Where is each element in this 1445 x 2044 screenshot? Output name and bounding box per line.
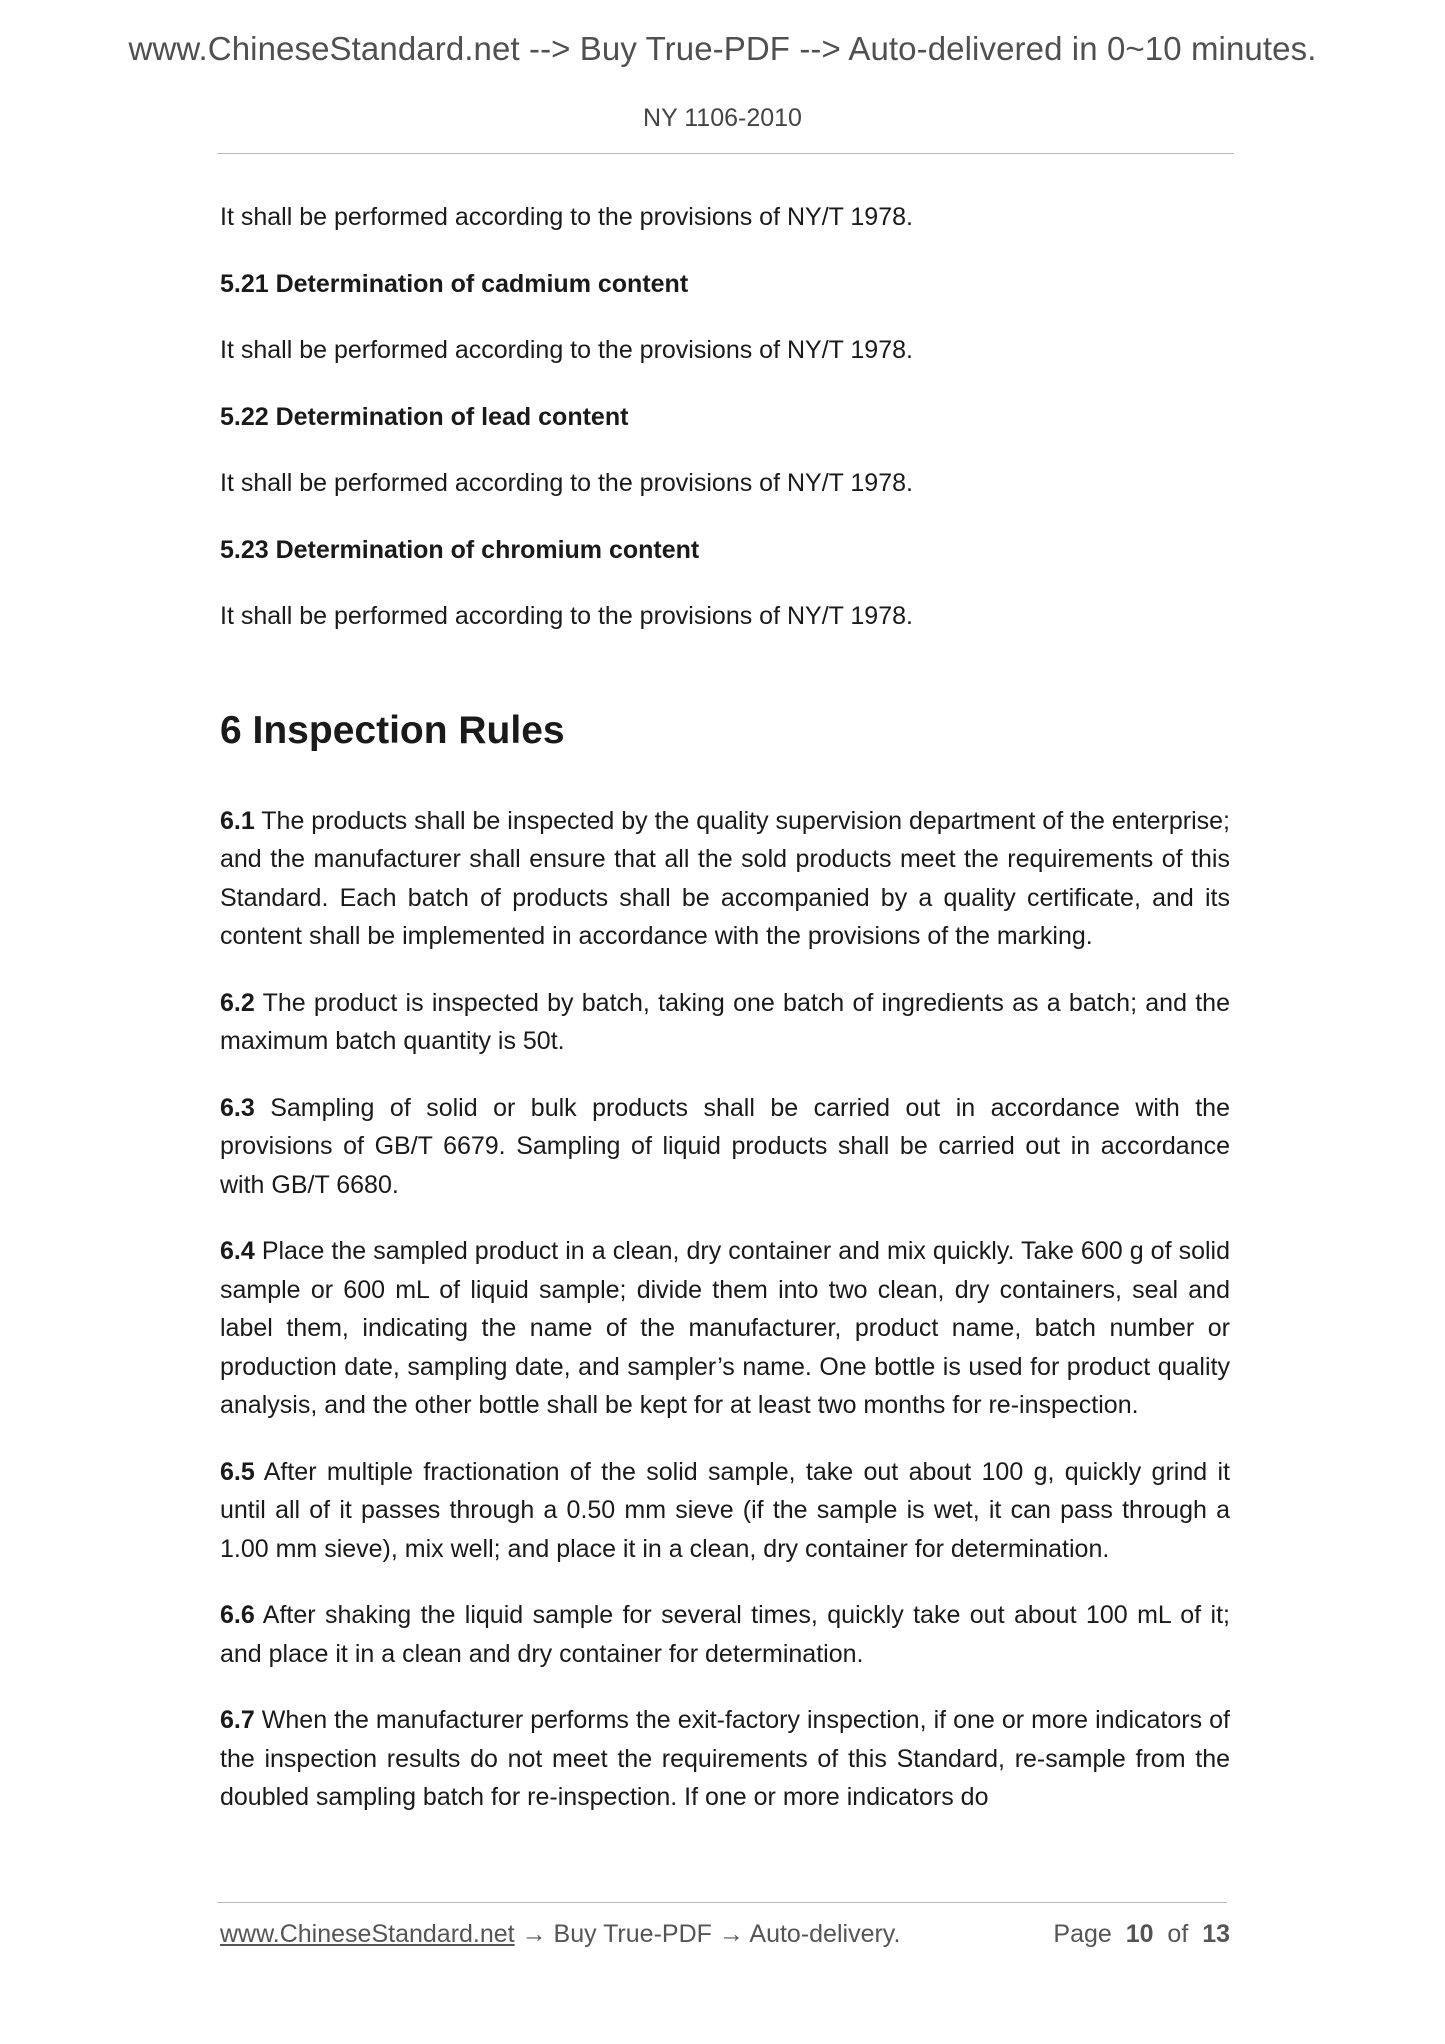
clause-6-7 bbox=[220, 1701, 1230, 1817]
clause-6-3 bbox=[220, 1089, 1230, 1205]
top-banner: www.ChineseStandard.net --> Buy True-PDF --> Auto-delivered in 0~10 minutes. bbox=[128, 30, 1317, 67]
clause-number: 6.4 bbox=[220, 1237, 255, 1265]
clause-text: Place the sampled product in a clean, dry container and mix quickly. Take 600 g of solid sample or 600 mL of liquid sample; divide them into two clean, dry containers, seal and label them, indicating the name of the manufacturer, product name, batch number or production date, sampling date, and sampler’s name. One bottle is used for product quality analysis, and the other bottle shall be kept for at least two months for re-inspection. bbox=[220, 1237, 1230, 1419]
clause-text: The product is inspected by batch, taking one batch of ingredients as a batch; and the maximum batch quantity is 50t. bbox=[220, 988, 1230, 1055]
page-footer bbox=[220, 1920, 1230, 1960]
clause-number: 6.5 bbox=[220, 1457, 255, 1486]
document-body bbox=[220, 198, 1230, 1845]
section-5-21-title: 5.21 Determination of cadmium content bbox=[220, 269, 689, 298]
clause-number: 6.3 bbox=[220, 1093, 255, 1122]
clause-text: After multiple fractionation of the solid sample, take out about 100 g, quickly grind it until all of it passes through a 0.50 mm sieve (if the sample is wet, it can pass through a 1.00 mm sieve), mix well; and place it in a clean, dry container for determination. bbox=[220, 1457, 1230, 1563]
clause-text: When the manufacturer performs the exit-factory inspection, if one or more indicators of the inspection results do not meet the requirements of this Standard, re-sample from the doubled sampling batch for re-inspection. If one or more indicators do bbox=[220, 1706, 1230, 1811]
clause-number: 6.6 bbox=[220, 1601, 255, 1629]
section-5-23-text: It shall be performed according to the provisions of NY/T 1978. bbox=[220, 602, 913, 630]
clause-6-1 bbox=[220, 802, 1230, 956]
section-5-22-text: It shall be performed according to the provisions of NY/T 1978. bbox=[220, 469, 913, 497]
section-5-21-text: It shall be performed according to the provisions of NY/T 1978. bbox=[220, 336, 913, 364]
standard-code: NY 1106-2010 bbox=[643, 104, 802, 132]
footer-url-link[interactable]: www.ChineseStandard.net bbox=[220, 1920, 515, 1948]
page-total: 13 bbox=[1202, 1920, 1230, 1948]
clause-number: 6.1 bbox=[220, 806, 255, 835]
clause-6-4 bbox=[220, 1232, 1230, 1425]
clause-6-2 bbox=[220, 984, 1230, 1061]
page-indicator bbox=[1053, 1920, 1230, 1949]
footer-divider bbox=[217, 1902, 1227, 1903]
of-label: of bbox=[1167, 1920, 1189, 1948]
section-5-22-title: 5.22 Determination of lead content bbox=[220, 402, 629, 431]
clause-text: After shaking the liquid sample for several times, quickly take out about 100 mL of it; and place it in a clean and dry container for determination. bbox=[220, 1601, 1230, 1668]
clause-text: The products shall be inspected by the quality supervision department of the enterprise; and the manufacturer shall ensure that all the sold products meet the requirements of this Standard. Each batch of products shall be accompanied by a quality certificate, and its content shall be implemented in accordance with the provisions of the marking. bbox=[220, 806, 1230, 950]
header-divider bbox=[217, 153, 1234, 154]
page-number: 10 bbox=[1125, 1920, 1154, 1948]
clause-6-5 bbox=[220, 1453, 1230, 1569]
page-label: Page bbox=[1053, 1920, 1112, 1948]
paragraph-top: It shall be performed according to the provisions of NY/T 1978. bbox=[220, 203, 913, 231]
footer-promo bbox=[220, 1920, 900, 1949]
footer-promo-text: → Buy True-PDF → Auto-delivery. bbox=[514, 1920, 901, 1948]
clause-6-6 bbox=[220, 1596, 1230, 1673]
clause-number: 6.7 bbox=[220, 1706, 255, 1734]
section-5-23-title: 5.23 Determination of chromium content bbox=[220, 535, 700, 564]
chapter-6-title: 6 Inspection Rules bbox=[220, 708, 565, 752]
clause-text: Sampling of solid or bulk products shall be carried out in accordance with the provisions of GB/T 6679. Sampling of liquid products shall be carried out in accordance with GB/T 6680. bbox=[220, 1093, 1230, 1199]
clause-number: 6.2 bbox=[220, 988, 255, 1017]
